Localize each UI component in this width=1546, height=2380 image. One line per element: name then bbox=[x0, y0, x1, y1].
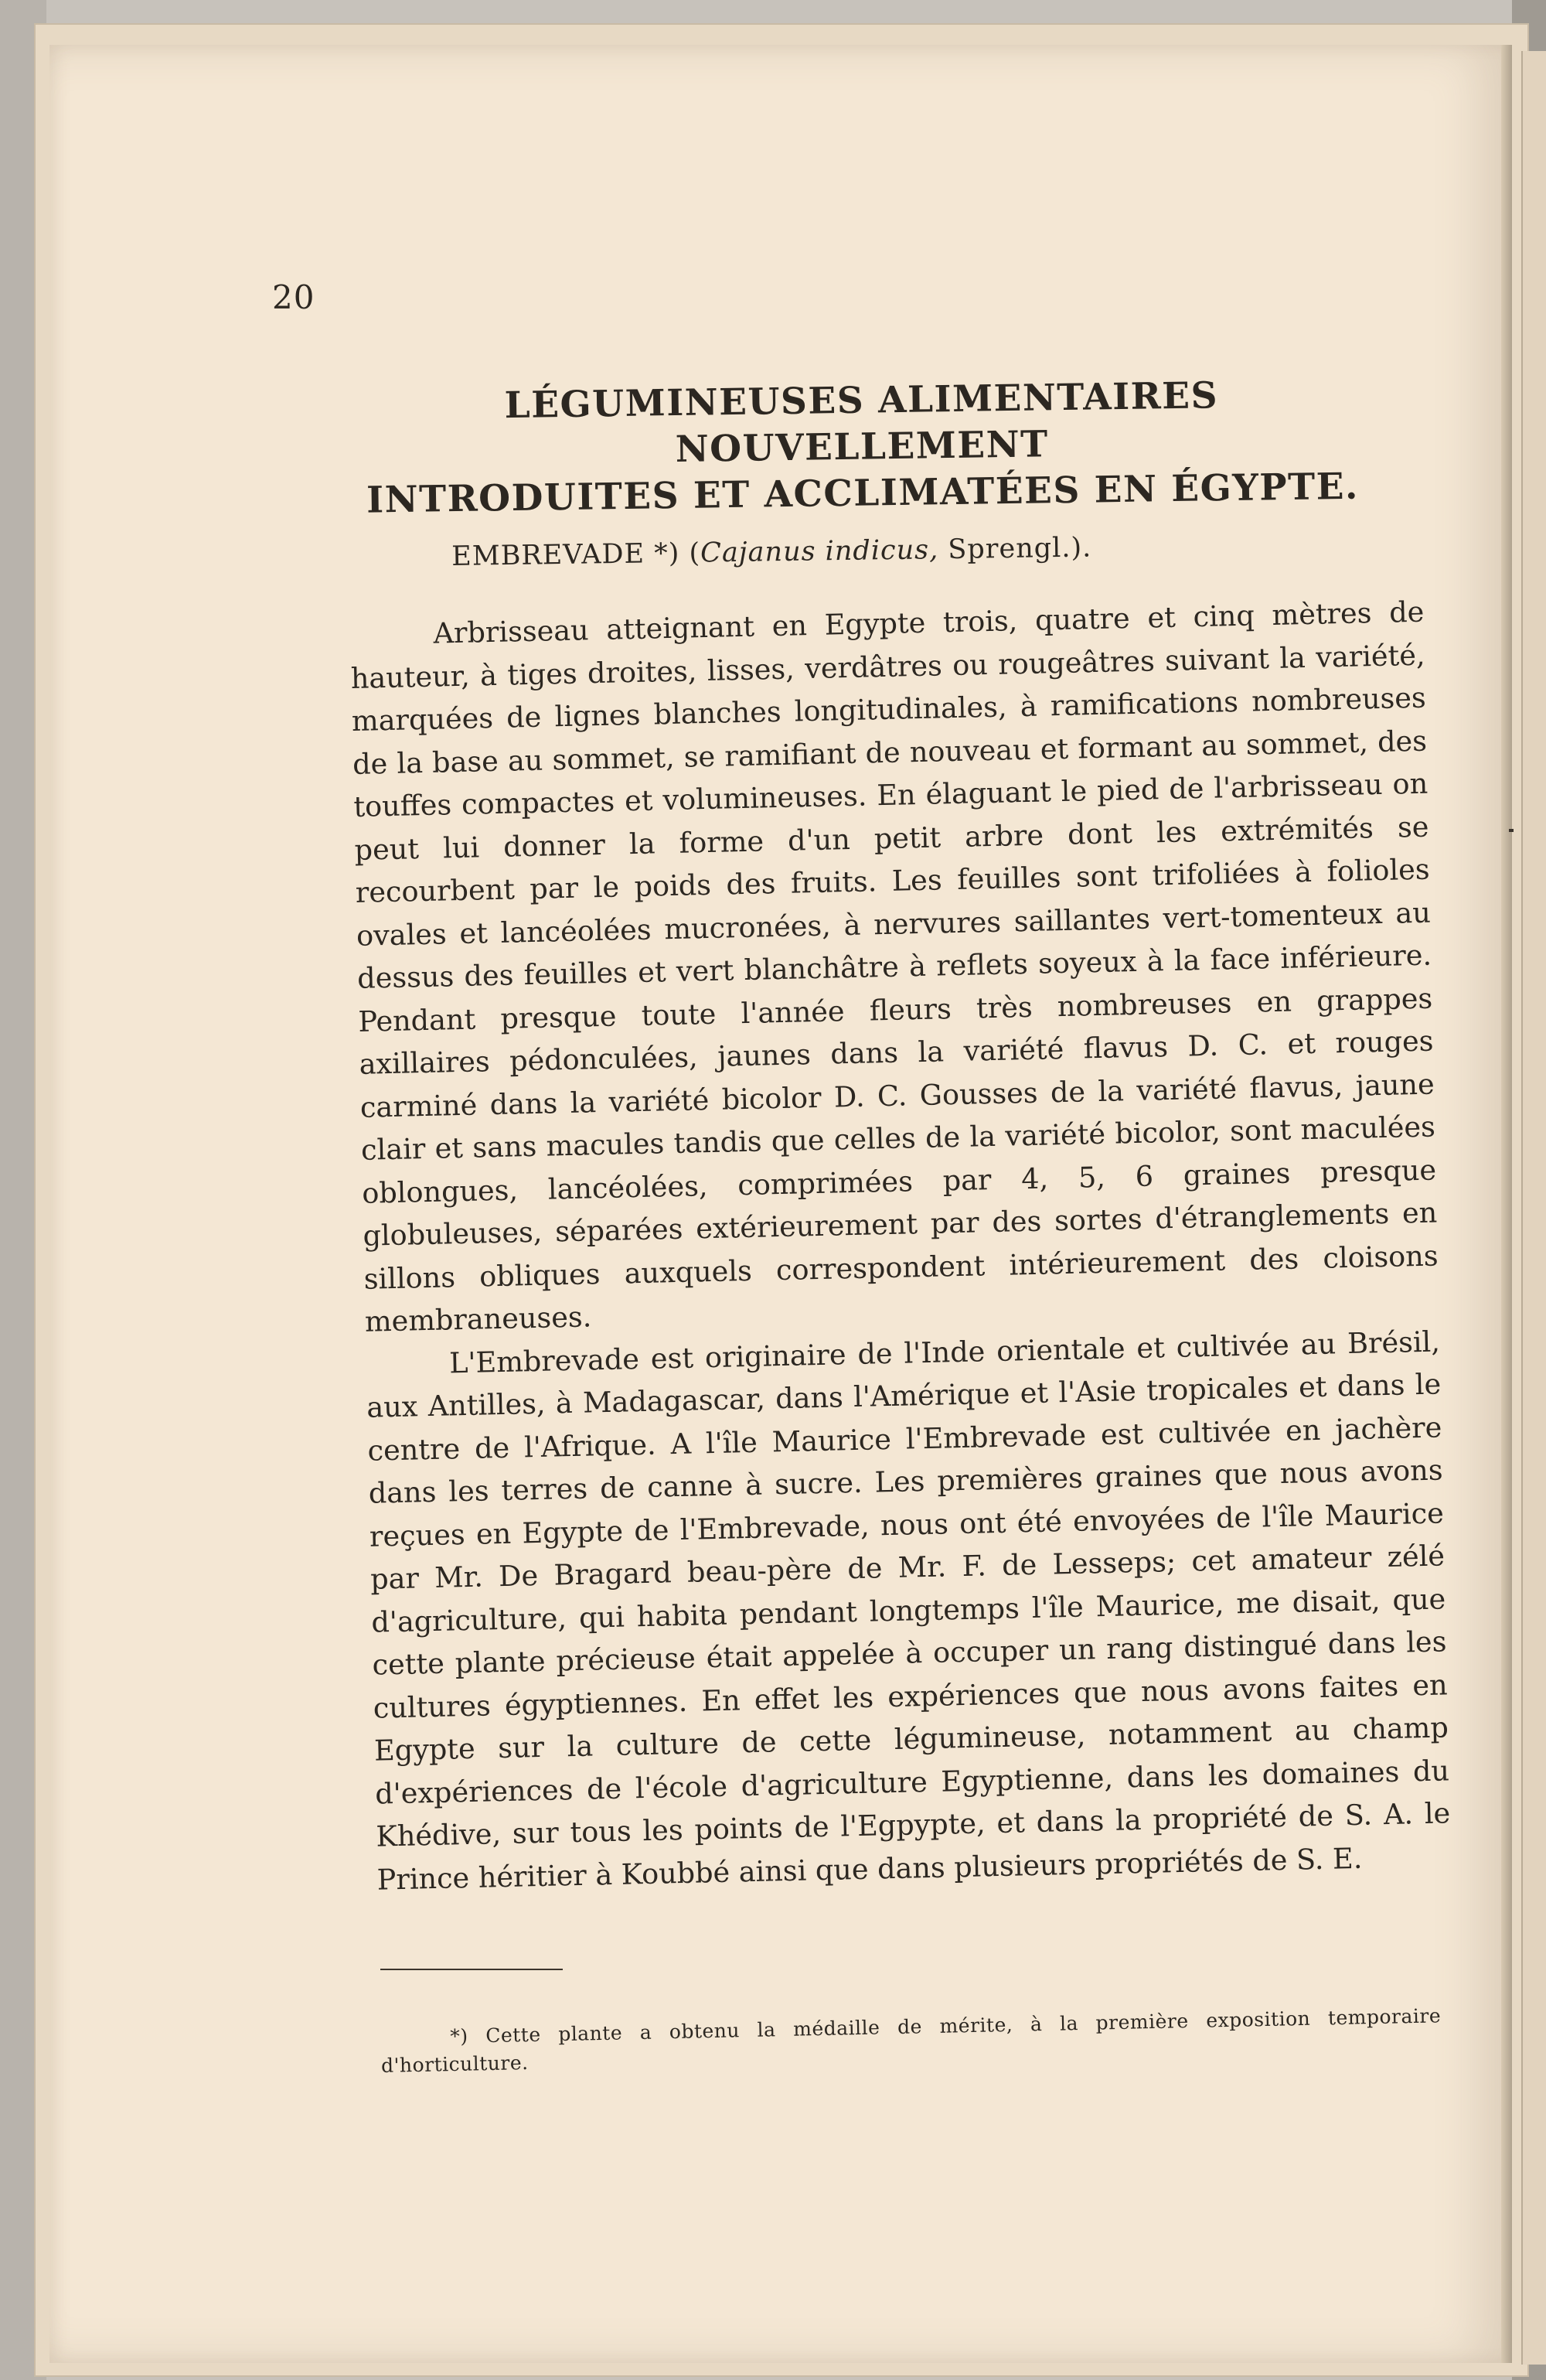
paragraph-1: Arbrisseau atteignant en Egypte trois, quatre et cinq mètres de hauteur, à tiges droites, lisses, verdâtres ou rougeâtres suivant la variété, marquées de lignes blanches longitudinales, à ramifications nombreuses de la base au sommet, se ramifiant de nouveau et formant au sommet, des touffes compactes et volumineuses. En élaguant le pied de l'arbrisseau on peut lui donner la forme d'un petit arbre dont les extrémités se recourbent par le poids des fruits. Les feuilles sont trifoliées à folioles ovales et lancéolées mucronées, à nervures saillantes vert-tomenteux au dessus des feuilles et vert blanchâtre à reflets soyeux à la face inférieure. Pendant presque toute l'année fleurs très nombreuses en grappes axillaires pédonculées, jaunes dans la variété flavus D. C. et rouges carminé dans la variété bicolor D. C. Gousses de la variété flavus, jaune clair et sans macules tandis que celles de la variété bicolor, sont maculées oblongues, lancéolées, comprimées par 4, 5, 6 graines presque globuleuses, séparées extérieurement par des sortes d'étranglements en sillons obliques auxquels correspondent intérieurement des cloisons membraneuses. bbox=[350, 595, 1439, 1338]
heading-latin-name: Cajanus indicus, bbox=[700, 534, 939, 569]
paragraph-2: L'Embrevade est originaire de l'Inde orientale et cultivée au Brésil, aux Antilles, à Madagascar, dans l'Amérique et l'Asie tropicales et dans le centre de l'Afrique. A l'île Maurice l'Embrevade est cultivée en jachère dans les terres de canne à sucre. Les premières graines que nous avons reçues en Egypte de l'Embrevade, nous ont été envoyées de l'île Maurice par Mr. De Bragard beau-père de Mr. F. de Lesseps; cet amateur zélé d'agriculture, qui habita pendant longtemps l'île Maurice, me disait, que cette plante précieuse était appelée à occuper un rang distingué dans les cultures égyptiennes. En effet les expériences que nous avons faites en Egypte sur la culture de cette légumineuse, notamment au champ d'expériences de l'école d'agriculture Egyptienne, dans les domaines du Khédive, sur tous les points de l'Egpypte, et dans la propriété de S. A. le Prince héritier à Koubbé ainsi que dans plusieurs propriétés de S. E. bbox=[366, 1324, 1451, 1897]
footnote-divider bbox=[380, 1969, 563, 1970]
body-text bbox=[349, 591, 1452, 1901]
title-line-1: LÉGUMINEUSES ALIMENTAIRES NOUVELLEMENT bbox=[504, 374, 1219, 472]
heading-open-paren: ( bbox=[689, 537, 701, 569]
footnote: *) Cette plante a obtenu la médaille de mérite, à la première exposition temporaire d'horticulture. bbox=[380, 2004, 1442, 2077]
footnote-marker: *) bbox=[653, 537, 680, 570]
title-line-2: INTRODUITES ET ACCLIMATÉES EN ÉGYPTE. bbox=[366, 465, 1360, 522]
page-edge-shadow bbox=[1501, 45, 1512, 2363]
page-number: 20 bbox=[272, 278, 315, 316]
heading-author: Sprengl. bbox=[948, 532, 1071, 566]
book-page bbox=[49, 45, 1510, 2363]
page-title bbox=[343, 370, 1381, 524]
heading-name: EMBREVADE bbox=[451, 538, 645, 572]
next-page-edge bbox=[1521, 51, 1546, 2365]
margin-mark bbox=[1509, 829, 1514, 832]
heading-close-paren: ). bbox=[1071, 532, 1092, 564]
section-heading bbox=[451, 530, 1302, 572]
